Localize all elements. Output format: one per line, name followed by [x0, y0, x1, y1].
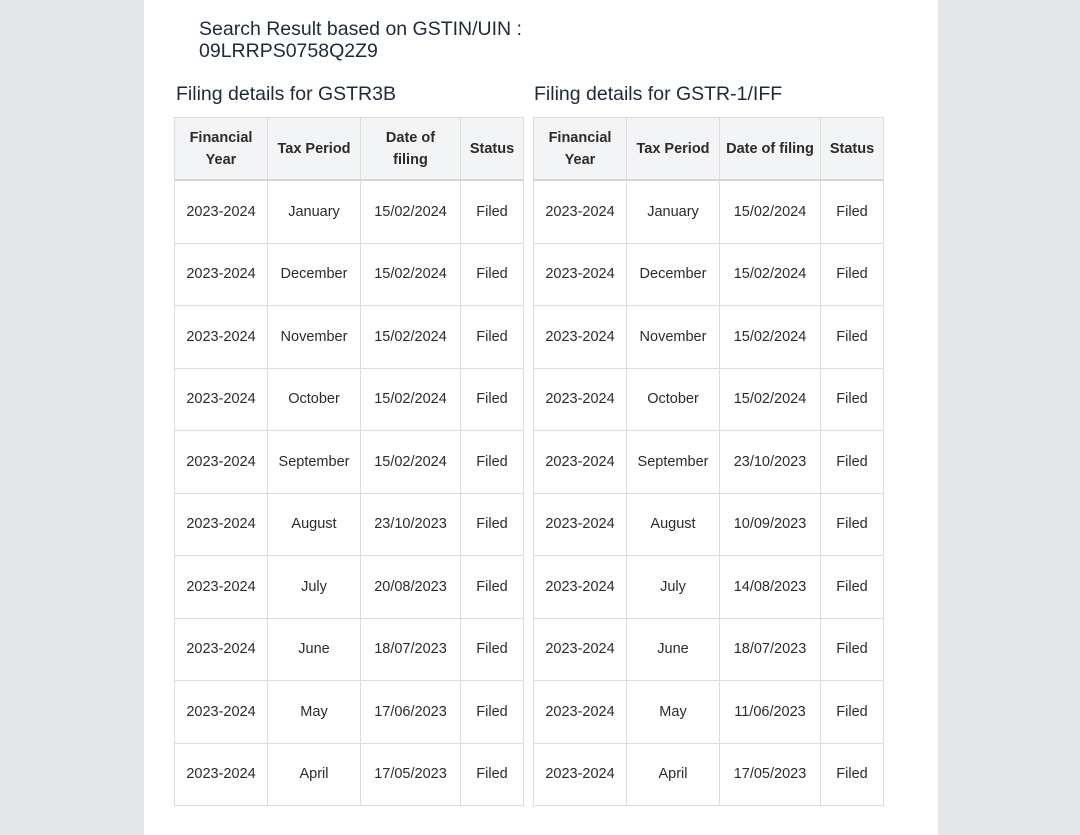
cell-status: Filed	[821, 180, 884, 243]
cell-status: Filed	[461, 681, 524, 744]
cell-date-of-filing: 23/10/2023	[361, 493, 461, 556]
cell-tax-period: October	[268, 368, 361, 431]
cell-tax-period: December	[268, 243, 361, 306]
header-tax-period[interactable]: Tax Period	[627, 118, 720, 181]
cell-tax-period: May	[268, 681, 361, 744]
cell-financial-year: 2023-2024	[534, 618, 627, 681]
cell-status: Filed	[821, 743, 884, 806]
cell-status: Filed	[821, 431, 884, 494]
table-row	[175, 368, 524, 431]
cell-status: Filed	[461, 243, 524, 306]
cell-status: Filed	[461, 618, 524, 681]
cell-financial-year: 2023-2024	[175, 243, 268, 306]
cell-financial-year: 2023-2024	[175, 368, 268, 431]
cell-status: Filed	[821, 368, 884, 431]
cell-date-of-filing: 20/08/2023	[361, 556, 461, 619]
cell-date-of-filing: 15/02/2024	[361, 243, 461, 306]
cell-financial-year: 2023-2024	[534, 556, 627, 619]
cell-financial-year: 2023-2024	[534, 368, 627, 431]
cell-status: Filed	[461, 180, 524, 243]
table-row	[534, 180, 884, 243]
table-row	[534, 368, 884, 431]
cell-financial-year: 2023-2024	[175, 431, 268, 494]
header-tax-period[interactable]: Tax Period	[268, 118, 361, 181]
cell-financial-year: 2023-2024	[534, 180, 627, 243]
cell-date-of-filing: 15/02/2024	[720, 368, 821, 431]
table-row	[534, 618, 884, 681]
table-row	[175, 431, 524, 494]
cell-tax-period: April	[627, 743, 720, 806]
table-row	[534, 493, 884, 556]
header-status[interactable]: Status	[821, 118, 884, 181]
cell-financial-year: 2023-2024	[534, 743, 627, 806]
header-financial-year[interactable]: Financial Year	[175, 118, 268, 181]
cell-date-of-filing: 11/06/2023	[720, 681, 821, 744]
cell-status: Filed	[821, 556, 884, 619]
cell-financial-year: 2023-2024	[534, 493, 627, 556]
cell-date-of-filing: 15/02/2024	[361, 431, 461, 494]
table-row	[534, 243, 884, 306]
table-row	[534, 556, 884, 619]
cell-date-of-filing: 17/06/2023	[361, 681, 461, 744]
table-row	[175, 243, 524, 306]
cell-tax-period: May	[627, 681, 720, 744]
cell-date-of-filing: 10/09/2023	[720, 493, 821, 556]
gstr1-table-container[interactable]	[545, 117, 887, 812]
cell-financial-year: 2023-2024	[175, 306, 268, 369]
cell-tax-period: July	[268, 556, 361, 619]
cell-tax-period: December	[627, 243, 720, 306]
cell-tax-period: September	[268, 431, 361, 494]
cell-tax-period: November	[627, 306, 720, 369]
cell-status: Filed	[821, 306, 884, 369]
cell-tax-period: April	[268, 743, 361, 806]
cell-date-of-filing: 17/05/2023	[361, 743, 461, 806]
cell-tax-period: August	[268, 493, 361, 556]
table-row	[534, 306, 884, 369]
cell-tax-period: July	[627, 556, 720, 619]
gstin-value: 09LRRPS0758Q2Z9	[199, 40, 378, 62]
cell-status: Filed	[821, 618, 884, 681]
search-result-heading	[199, 18, 522, 62]
table-row	[534, 743, 884, 806]
cell-financial-year: 2023-2024	[175, 681, 268, 744]
table-row	[175, 493, 524, 556]
table-row	[175, 306, 524, 369]
cell-date-of-filing: 15/02/2024	[361, 306, 461, 369]
cell-date-of-filing: 15/02/2024	[720, 180, 821, 243]
cell-financial-year: 2023-2024	[534, 431, 627, 494]
cell-date-of-filing: 18/07/2023	[361, 618, 461, 681]
cell-tax-period: September	[627, 431, 720, 494]
header-date-of-filing[interactable]: Date of filing	[720, 118, 821, 181]
cell-financial-year: 2023-2024	[534, 306, 627, 369]
cell-date-of-filing: 23/10/2023	[720, 431, 821, 494]
table-row	[175, 743, 524, 806]
header-date-of-filing[interactable]: Date of filing	[361, 118, 461, 181]
table-row	[175, 556, 524, 619]
gstr1-table	[533, 117, 884, 806]
cell-financial-year: 2023-2024	[175, 556, 268, 619]
cell-status: Filed	[461, 556, 524, 619]
cell-tax-period: January	[268, 180, 361, 243]
cell-date-of-filing: 15/02/2024	[720, 243, 821, 306]
cell-date-of-filing: 18/07/2023	[720, 618, 821, 681]
cell-status: Filed	[821, 493, 884, 556]
cell-date-of-filing: 15/02/2024	[361, 368, 461, 431]
cell-tax-period: August	[627, 493, 720, 556]
cell-financial-year: 2023-2024	[534, 681, 627, 744]
cell-date-of-filing: 15/02/2024	[720, 306, 821, 369]
cell-status: Filed	[821, 681, 884, 744]
gstr3b-title-clip	[176, 83, 539, 105]
cell-status: Filed	[461, 493, 524, 556]
gstr3b-table	[174, 117, 524, 806]
table-row	[534, 681, 884, 744]
cell-status: Filed	[461, 306, 524, 369]
cell-financial-year: 2023-2024	[534, 243, 627, 306]
table-row	[534, 431, 884, 494]
cell-status: Filed	[461, 368, 524, 431]
gstr1-title-clip	[534, 83, 897, 105]
gstr1-title: Filing details for GSTR-1/IFF	[534, 83, 783, 105]
cell-date-of-filing: 17/05/2023	[720, 743, 821, 806]
table-row	[175, 681, 524, 744]
search-result-label: Search Result based on GSTIN/UIN :	[199, 18, 522, 40]
cell-status: Filed	[461, 431, 524, 494]
cell-tax-period: October	[627, 368, 720, 431]
cell-date-of-filing: 14/08/2023	[720, 556, 821, 619]
cell-tax-period: June	[627, 618, 720, 681]
cell-financial-year: 2023-2024	[175, 180, 268, 243]
table-header-row	[534, 118, 884, 181]
cell-status: Filed	[821, 243, 884, 306]
table-row	[175, 180, 524, 243]
gstr3b-table-container[interactable]	[186, 117, 528, 812]
table-header-row	[175, 118, 524, 181]
cell-financial-year: 2023-2024	[175, 493, 268, 556]
cell-tax-period: June	[268, 618, 361, 681]
gstr3b-title: Filing details for GSTR3B	[176, 83, 396, 105]
cell-financial-year: 2023-2024	[175, 743, 268, 806]
cell-status: Filed	[461, 743, 524, 806]
header-financial-year[interactable]: Financial Year	[534, 118, 627, 181]
header-status[interactable]: Status	[461, 118, 524, 181]
cell-financial-year: 2023-2024	[175, 618, 268, 681]
cell-tax-period: November	[268, 306, 361, 369]
table-row	[175, 618, 524, 681]
cell-tax-period: January	[627, 180, 720, 243]
cell-date-of-filing: 15/02/2024	[361, 180, 461, 243]
